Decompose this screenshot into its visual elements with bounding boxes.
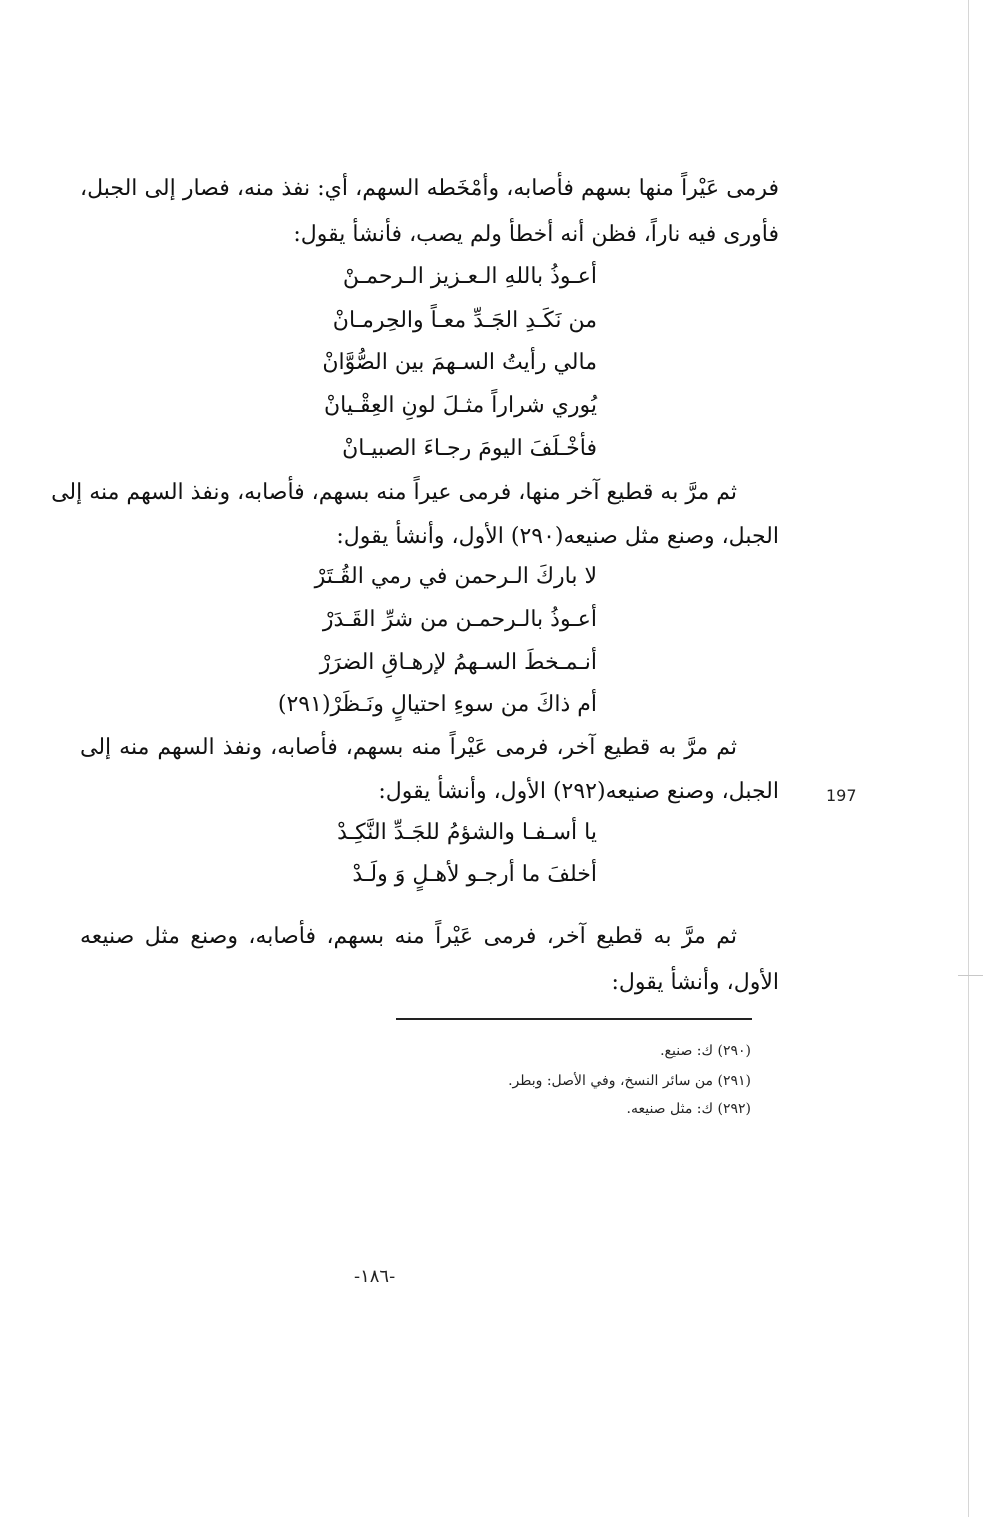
paragraph-1-line-1: فرمى عَيْراً منها بسهم فأصابه، وأمْخَطه السهم، أي: نفذ منه، فصار إلى الجبل، [80, 176, 779, 201]
footnote-291: (٢٩١) من سائر النسخ، وفي الأصل: وبطر. [508, 1073, 751, 1089]
margin-page-number: 197 [826, 786, 857, 805]
footnote-separator [396, 1018, 752, 1020]
paragraph-2-line-1: ثم مرَّ به قطيع آخر منها، فرمى عيراً منه بسهم، فأصابه، ونفذ السهم منه إلى [51, 480, 737, 505]
verse-1-line-5: فأخْـلَفَ اليومَ رجـاءَ الصبيـانْ [342, 436, 597, 461]
paragraph-3-line-2: الجبل، وصنع صنيعه(٢٩٢) الأول، وأنشأ يقول: [378, 779, 779, 804]
paragraph-2-line-2: الجبل، وصنع مثل صنيعه(٢٩٠) الأول، وأنشأ يقول: [336, 524, 779, 549]
paragraph-1-line-2: فأورى فيه ناراً، فظن أنه أخطأ ولم يصب، فأنشأ يقول: [293, 222, 779, 247]
verse-2-line-2: أعـوذُ بالـرحمـن من شرِّ القَـدَرْ [322, 607, 597, 632]
page-number: -١٨٦- [354, 1266, 396, 1287]
paragraph-4-line-2: الأول، وأنشأ يقول: [611, 970, 779, 995]
verse-1-line-1: أعـوذُ باللهِ الـعـزيز الـرحمـنْ [342, 264, 597, 289]
edge-tick-mark [958, 975, 983, 976]
paragraph-4-line-1: ثم مرَّ به قطيع آخر، فرمى عَيْراً منه بسهم، فأصابه، وصنع مثل صنيعه [80, 924, 737, 949]
paragraph-3-line-1: ثم مرَّ به قطيع آخر، فرمى عَيْراً منه بسهم، فأصابه، ونفذ السهم منه إلى [80, 735, 737, 760]
verse-2-line-4: أم ذاكَ من سوءِ احتيالٍ ونَـظَرْ(٢٩١) [277, 692, 597, 717]
verse-3-line-2: أخلفَ ما أرجـو لأهـلٍ وَ ولَـدْ [352, 862, 597, 887]
verse-2-line-3: أنـمـخطَ السـهمُ لإرهـاقِ الضرَرْ [319, 650, 597, 675]
footnote-292: (٢٩٢) ك: مثل صنيعه. [626, 1101, 751, 1117]
verse-2-line-1: لا باركَ الـرحمن في رمي القُـتَرْ [314, 564, 597, 589]
page-edge-line [968, 0, 969, 1517]
verse-3-line-1: يا أسـفـا والشؤمُ للجَـدِّ النَّكِـدْ [337, 820, 597, 845]
footnote-290: (٢٩٠) ك: صنيع. [660, 1043, 751, 1059]
verse-1-line-2: من نَكَـدِ الجَـدِّ معـاً والحِرمـانْ [332, 308, 597, 333]
verse-1-line-3: مالي رأيتُ السـهمَ بين الصُّوَّانْ [322, 350, 597, 375]
verse-1-line-4: يُوري شراراً مثـلَ لونِ العِقْـيانْ [324, 393, 597, 418]
